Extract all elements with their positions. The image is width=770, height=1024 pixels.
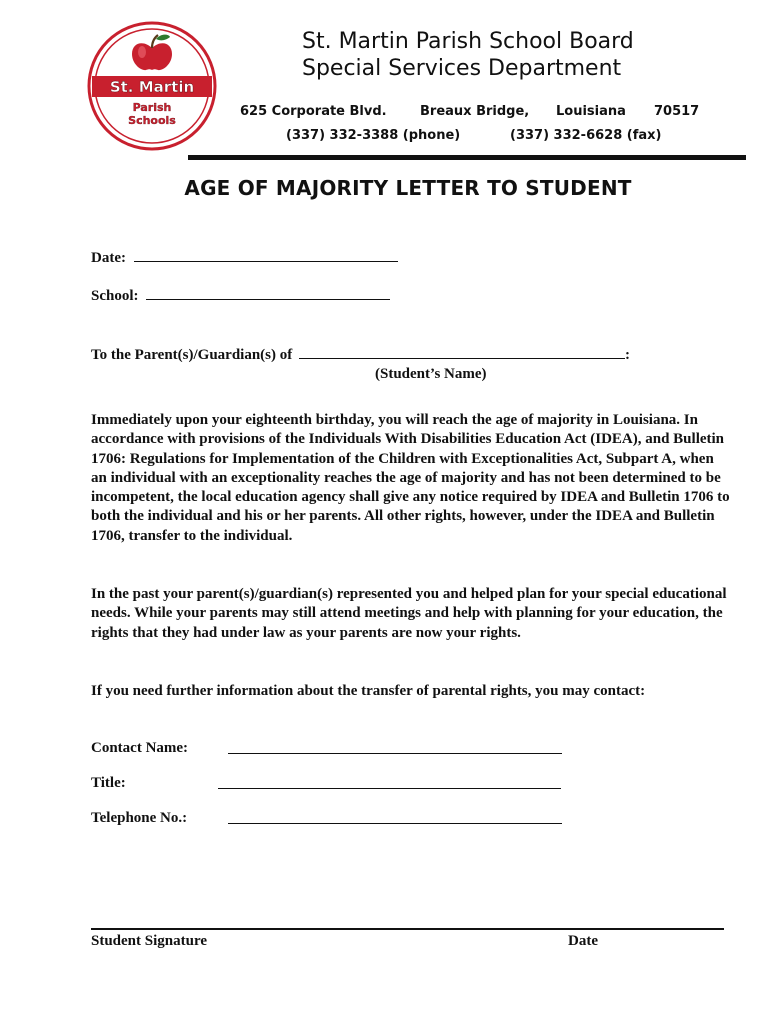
contact-title-field[interactable]	[218, 776, 561, 789]
logo-text-line2: Parish	[132, 101, 172, 114]
student-name-field[interactable]	[299, 346, 625, 359]
department-name: Special Services Department	[302, 56, 622, 81]
contact-phone-label: Telephone No.:	[91, 810, 188, 826]
address-zip: 70517	[654, 104, 700, 119]
body-paragraph-3	[91, 682, 731, 701]
recipient-colon: :	[625, 347, 631, 363]
body-paragraph-1	[91, 411, 731, 546]
contact-name-field[interactable]	[228, 741, 562, 754]
logo-text-line3: Schools	[128, 114, 176, 127]
date-field[interactable]	[134, 249, 398, 262]
date-row	[91, 249, 398, 267]
contact-phone-field[interactable]	[228, 811, 562, 824]
student-signature-label: Student Signature	[91, 933, 208, 949]
paragraph-3-text: If you need further information about the transfer of parental rights, you may contact:	[91, 683, 646, 699]
signature-date-label: Date	[568, 933, 598, 949]
recipient-row	[91, 346, 630, 364]
header-divider	[188, 155, 746, 160]
contact-name-label: Contact Name:	[91, 740, 189, 756]
address-city: Breaux Bridge,	[420, 104, 530, 119]
contact-title-label: Title:	[91, 775, 126, 791]
logo-text-line1: St. Martin	[109, 78, 195, 96]
paragraph-1-text: Immediately upon your eighteenth birthday, you will reach the age of majority in Louisiana. In accordance with provisions of the Individuals With Disabilities Education Act (IDEA), and Bulletin 1706: Regulations for Implementation of the Children with Exceptionalities Act, Subpart A, when an individual with an exceptionality reaches the age of majority and has not been determined to be incompetent, the local education agency shall give any notice required by IDEA and Bulletin 1706 to both the individual and his or her parents. All other rights, however, under the IDEA and Bulletin 1706, transfer to the individual.	[91, 412, 730, 544]
signature-line[interactable]	[91, 928, 724, 930]
letter-title	[0, 176, 770, 200]
date-label: Date:	[91, 250, 126, 266]
body-paragraph-2	[91, 585, 731, 643]
phone-number: (337) 332-3388 (phone)	[286, 128, 461, 143]
school-row	[91, 287, 390, 305]
school-label: School:	[91, 288, 139, 304]
fax-number: (337) 332-6628 (fax)	[510, 128, 662, 143]
org-name: St. Martin Parish School Board	[302, 29, 634, 54]
paragraph-2-text: In the past your parent(s)/guardian(s) represented you and helped plan for your special educational needs. While your parents may still attend meetings and help with planning for your education, the rights that they had under law as your parents are now your rights.	[91, 586, 727, 641]
address-state: Louisiana	[556, 104, 626, 119]
school-field[interactable]	[146, 287, 390, 300]
letter-title-text: AGE OF MAJORITY LETTER TO STUDENT	[184, 176, 632, 200]
school-logo	[86, 16, 218, 156]
student-name-caption: (Student’s Name)	[375, 366, 487, 382]
recipient-label: To the Parent(s)/Guardian(s) of	[91, 347, 293, 363]
address-street: 625 Corporate Blvd.	[240, 104, 387, 119]
